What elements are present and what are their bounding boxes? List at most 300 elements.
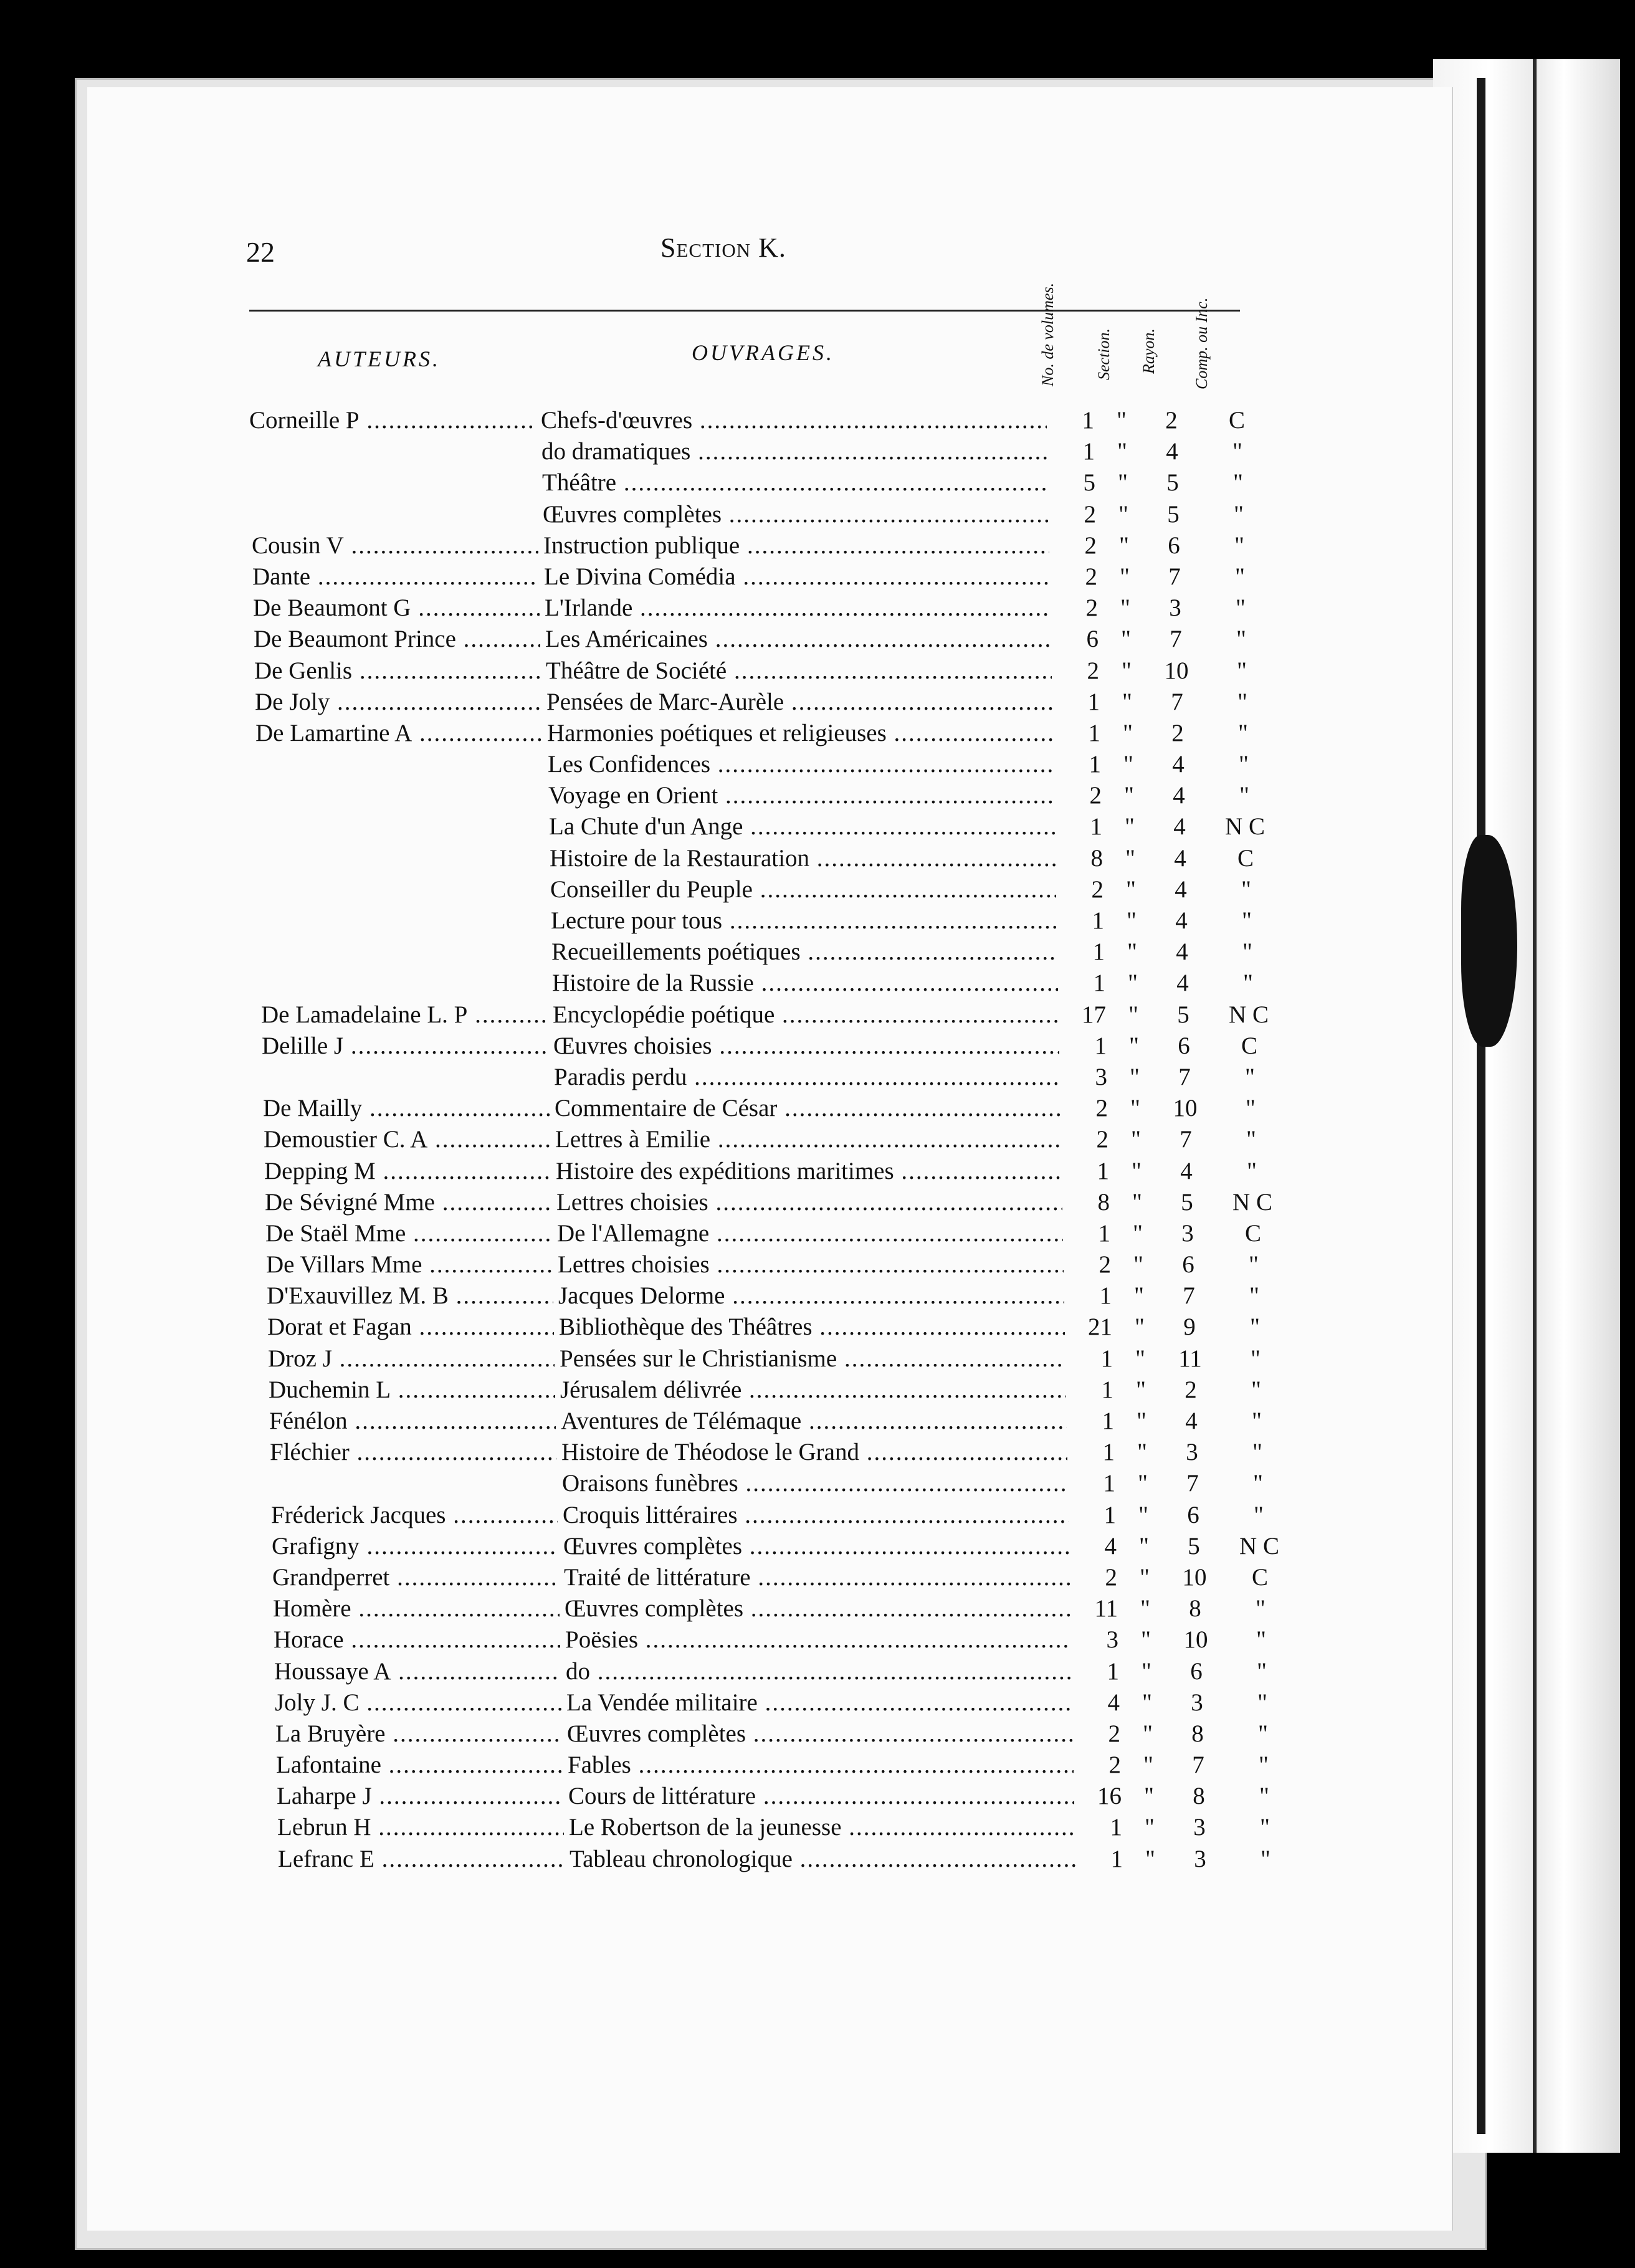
section-cell: " [1135, 1345, 1145, 1372]
section-cell: " [1134, 1282, 1144, 1310]
work-cell: Les Américaines ..... [545, 624, 1051, 655]
author-cell: Lebrun H ..... [277, 1812, 564, 1843]
work-cell: Bibliothèque des Théâtres ..... [559, 1312, 1065, 1343]
comp-cell: " [1247, 1157, 1257, 1184]
volumes-cell: 2 [1061, 1124, 1108, 1155]
author-cell: Cousin V ..... [252, 530, 538, 561]
table-row [257, 811, 1292, 842]
section-cell: " [1128, 1001, 1138, 1028]
section-cell: " [1128, 970, 1138, 997]
table-row [261, 999, 1295, 1031]
section-cell: " [1144, 1783, 1154, 1810]
author-cell: Joly J. C ..... [275, 1687, 561, 1718]
work-cell: Histoire de la Russie ..... [552, 968, 1058, 999]
author-cell: Homère ..... [273, 1593, 560, 1624]
work-cell: Traité de littérature ..... [564, 1562, 1070, 1593]
header-ouvrages: OUVRAGES. [692, 340, 834, 365]
section-cell: " [1143, 1751, 1153, 1779]
work-cell: Pensées sur le Christianisme ..... [560, 1343, 1065, 1375]
work-cell: Poësies ..... [565, 1624, 1071, 1656]
comp-cell: " [1242, 938, 1252, 966]
section-cell: " [1118, 500, 1128, 528]
volumes-cell: 1 [1054, 749, 1101, 780]
table-row [250, 467, 1285, 498]
volumes-cell: 1 [1053, 718, 1100, 749]
table-row [270, 1468, 1305, 1499]
work-cell: Harmonies poétiques et religieuses ..... [547, 718, 1053, 749]
work-cell-container [556, 1156, 1062, 1187]
volumes-cell: 2 [1073, 1718, 1120, 1750]
volumes-cell: 1 [1047, 436, 1095, 467]
author-cell: De Staël Mme ..... [265, 1218, 552, 1249]
section-cell: " [1127, 907, 1137, 934]
work-cell-container [551, 936, 1057, 968]
volumes-cell: 2 [1049, 499, 1096, 530]
work-cell-container [542, 467, 1048, 498]
author-cell: De Villars Mme ..... [266, 1249, 553, 1280]
rayon-cell: 4 [1176, 938, 1188, 966]
section-cell: " [1123, 719, 1133, 746]
table-row [271, 1500, 1305, 1531]
work-cell-container [564, 1562, 1070, 1593]
rayon-cell: 4 [1176, 970, 1189, 997]
volumes-cell: 2 [1049, 530, 1097, 561]
volumes-cell: 1 [1067, 1437, 1115, 1468]
author-cell: Fréderick Jacques ..... [271, 1500, 558, 1531]
comp-cell: " [1260, 1814, 1270, 1841]
rayon-cell: 3 [1193, 1814, 1206, 1841]
author-cell: De Genlis ..... [254, 655, 541, 687]
rayon-cell: 7 [1168, 563, 1181, 590]
rayon-cell: 10 [1183, 1626, 1208, 1654]
author-cell: De Sévigné Mme ..... [265, 1187, 551, 1218]
table-row [265, 1218, 1300, 1249]
work-cell-container [541, 405, 1047, 436]
work-cell-container [561, 1406, 1067, 1437]
volumes-cell: 1 [1064, 1280, 1112, 1312]
rayon-cell: 4 [1180, 1157, 1193, 1184]
work-cell: Recueillements poétiques ..... [551, 936, 1057, 968]
work-cell-container [546, 655, 1052, 687]
work-cell-container [543, 530, 1049, 561]
work-cell: De l'Allemagne ..... [557, 1218, 1063, 1249]
author-cell: Corneille P ..... [249, 405, 536, 436]
volumes-cell: 2 [1074, 1750, 1121, 1781]
author-cell: Laharpe J ..... [277, 1781, 563, 1812]
comp-cell: " [1251, 1345, 1261, 1372]
rayon-cell: 7 [1171, 688, 1183, 715]
comp-cell: " [1256, 1595, 1266, 1622]
work-cell: Chefs-d'œuvres ..... [541, 405, 1047, 436]
section-cell: " [1142, 1689, 1152, 1716]
section-cell: " [1133, 1219, 1143, 1247]
work-cell: do ..... [566, 1656, 1072, 1687]
table-row [255, 718, 1290, 749]
table-row [272, 1531, 1306, 1562]
table-row [267, 1280, 1301, 1312]
comp-cell: " [1241, 875, 1251, 903]
volumes-cell: 1 [1065, 1343, 1113, 1375]
author-cell: De Beaumont G ..... [253, 593, 540, 624]
work-cell-container [568, 1750, 1074, 1781]
comp-cell: N C [1229, 1001, 1269, 1028]
work-cell-container [555, 1124, 1061, 1155]
comp-cell: " [1242, 907, 1252, 934]
comp-cell: C [1251, 1563, 1268, 1591]
work-cell: Cours de littérature ..... [568, 1781, 1074, 1812]
section-cell: " [1125, 813, 1135, 841]
section-cell: " [1121, 626, 1131, 653]
comp-cell: " [1239, 751, 1249, 778]
table-row [250, 436, 1284, 467]
section-cell: " [1119, 531, 1129, 559]
comp-cell: C [1228, 407, 1245, 434]
table-row [272, 1562, 1307, 1593]
work-cell: Œuvres complètes ..... [563, 1531, 1069, 1562]
author-cell: Demoustier C. A ..... [264, 1124, 550, 1155]
work-cell-container [550, 843, 1056, 874]
rayon-cell: 3 [1181, 1219, 1194, 1247]
table-row [278, 1844, 1312, 1875]
rayon-cell: 10 [1182, 1563, 1207, 1591]
work-cell-container [556, 1187, 1062, 1218]
comp-cell: " [1251, 1376, 1261, 1403]
author-cell: D'Exauvillez M. B ..... [267, 1280, 553, 1312]
comp-cell: " [1249, 1282, 1259, 1310]
comp-cell: " [1252, 1439, 1262, 1466]
table-row [264, 1156, 1299, 1187]
work-cell: Instruction publique ..... [543, 530, 1049, 561]
volumes-cell: 3 [1071, 1624, 1118, 1656]
comp-cell: " [1246, 1095, 1256, 1122]
author-cell: Dorat et Fagan ..... [267, 1312, 554, 1343]
work-cell: Les Confidences ..... [548, 749, 1054, 780]
rayon-cell: 2 [1171, 719, 1184, 746]
section-cell: " [1124, 782, 1134, 809]
table-row [259, 874, 1293, 905]
volumes-cell: 8 [1056, 843, 1103, 874]
table-row [263, 1093, 1297, 1124]
rayon-cell: 3 [1186, 1439, 1198, 1466]
volumes-cell: 1 [1072, 1656, 1119, 1687]
binding-shadow [1477, 78, 1485, 2134]
volumes-cell: 2 [1050, 561, 1097, 593]
rayon-cell: 4 [1172, 751, 1185, 778]
work-cell: Œuvres complètes ..... [543, 499, 1049, 530]
volumes-cell: 1 [1075, 1812, 1122, 1843]
section-cell: " [1130, 1095, 1140, 1122]
section-cell: " [1140, 1595, 1150, 1622]
work-cell: Œuvres complètes ..... [567, 1718, 1073, 1750]
work-cell: Fables ..... [568, 1750, 1074, 1781]
section-cell: " [1132, 1188, 1142, 1216]
work-cell-container [553, 999, 1059, 1031]
work-cell: Histoire de la Restauration ..... [550, 843, 1056, 874]
section-cell: " [1131, 1126, 1141, 1153]
work-cell-container [565, 1624, 1071, 1656]
work-cell-container [553, 1031, 1059, 1062]
work-cell-container [567, 1718, 1073, 1750]
volumes-cell: 1 [1067, 1406, 1114, 1437]
comp-cell: " [1256, 1626, 1266, 1654]
volumes-cell: 21 [1065, 1312, 1112, 1343]
rayon-cell: 4 [1185, 1408, 1198, 1434]
section-cell: " [1139, 1532, 1149, 1560]
work-cell-container [541, 436, 1047, 467]
work-cell-container [558, 1249, 1064, 1280]
section-cell: " [1137, 1408, 1146, 1434]
rayon-cell: 8 [1193, 1783, 1205, 1810]
rayon-cell: 2 [1185, 1376, 1197, 1403]
work-cell: Paradis perdu ..... [554, 1062, 1060, 1093]
work-cell-container [566, 1687, 1072, 1718]
table-row [268, 1343, 1302, 1375]
volumes-cell: 1 [1047, 405, 1094, 436]
work-cell-container [562, 1468, 1068, 1499]
author-cell: De Beaumont Prince ..... [254, 624, 540, 655]
rayon-cell: 3 [1191, 1689, 1203, 1716]
section-cell: " [1117, 407, 1127, 434]
author-cell: De Lamadelaine L. P ..... [261, 999, 548, 1031]
author-cell: Delille J ..... [262, 1031, 548, 1062]
rayon-cell: 5 [1188, 1532, 1200, 1560]
page-number: 22 [246, 236, 275, 268]
work-cell-container [547, 718, 1053, 749]
work-cell: do dramatiques ..... [541, 436, 1047, 467]
work-cell: Oraisons funèbres ..... [562, 1468, 1068, 1499]
section-cell: " [1132, 1157, 1142, 1184]
rayon-cell: 7 [1180, 1126, 1192, 1153]
table-row [252, 561, 1287, 593]
rayon-cell: 7 [1183, 1282, 1195, 1310]
work-cell: Jacques Delorme ..... [558, 1280, 1064, 1312]
table-row [259, 905, 1294, 936]
table-row [270, 1437, 1304, 1468]
volumes-cell: 1 [1063, 1218, 1110, 1249]
header-volumes: No. de volumes. [1039, 282, 1057, 386]
section-cell: " [1133, 1251, 1143, 1279]
rayon-cell: 10 [1164, 657, 1189, 684]
rayon-cell: 8 [1189, 1595, 1201, 1622]
volumes-cell: 2 [1070, 1562, 1117, 1593]
volumes-cell: 11 [1070, 1593, 1118, 1624]
section-cell: " [1129, 1032, 1139, 1059]
table-row [252, 530, 1286, 561]
section-cell: " [1145, 1814, 1155, 1841]
rayon-cell: 6 [1190, 1657, 1203, 1685]
comp-cell: N C [1232, 1188, 1272, 1216]
rayon-cell: 7 [1192, 1751, 1204, 1779]
table-row [253, 593, 1287, 624]
work-cell: Lettres choisies ..... [556, 1187, 1062, 1218]
section-cell: " [1138, 1501, 1148, 1528]
volumes-cell: 1 [1069, 1500, 1116, 1531]
table-row [262, 1062, 1297, 1093]
volumes-cell: 1 [1058, 968, 1105, 999]
table-row [254, 655, 1289, 687]
page-edge-line [1533, 59, 1537, 2153]
rayon-cell: 3 [1194, 1845, 1206, 1872]
table-row [260, 968, 1295, 999]
catalog-table [249, 405, 1284, 1875]
section-cell: " [1122, 688, 1132, 715]
comp-cell: " [1232, 438, 1242, 465]
work-cell-container [561, 1437, 1067, 1468]
rayon-cell: 4 [1174, 844, 1186, 872]
volumes-cell: 2 [1051, 593, 1098, 624]
author-cell: Droz J ..... [268, 1343, 555, 1375]
rayon-cell: 5 [1181, 1188, 1193, 1216]
volumes-cell: 2 [1064, 1249, 1111, 1280]
section-cell: " [1143, 1720, 1153, 1747]
table-row [267, 1312, 1302, 1343]
table-row [269, 1375, 1303, 1406]
work-cell-container [566, 1656, 1072, 1687]
author-cell: Grafigny ..... [272, 1531, 558, 1562]
section-cell: " [1117, 438, 1127, 465]
work-cell-container [555, 1093, 1061, 1124]
comp-cell: " [1245, 1063, 1255, 1090]
table-row [264, 1124, 1298, 1155]
comp-cell: " [1254, 1501, 1264, 1528]
volumes-cell: 1 [1057, 936, 1105, 968]
comp-cell: " [1249, 1251, 1259, 1279]
comp-cell: " [1234, 500, 1244, 528]
work-cell: La Chute d'un Ange ..... [549, 811, 1055, 842]
section-cell: " [1120, 563, 1130, 590]
comp-cell: C [1244, 1219, 1261, 1247]
section-cell: " [1130, 1063, 1140, 1090]
work-cell: Pensées de Marc-Aurèle ..... [546, 687, 1052, 718]
rayon-cell: 4 [1173, 782, 1185, 809]
volumes-cell: 4 [1069, 1531, 1117, 1562]
author-cell: Fléchier ..... [270, 1437, 556, 1468]
section-cell: " [1123, 751, 1133, 778]
volumes-cell: 4 [1072, 1687, 1120, 1718]
work-cell-container [565, 1593, 1070, 1624]
rayon-cell: 6 [1168, 531, 1180, 559]
header-rule [249, 310, 1240, 312]
volumes-cell: 2 [1056, 874, 1104, 905]
header-auteurs: AUTEURS. [318, 346, 441, 371]
volumes-cell: 1 [1075, 1844, 1123, 1875]
rayon-cell: 2 [1165, 407, 1178, 434]
work-cell-container [560, 1343, 1065, 1375]
work-cell-container [549, 811, 1055, 842]
comp-cell: " [1257, 1689, 1267, 1716]
work-cell-container [548, 749, 1054, 780]
table-row [273, 1593, 1307, 1624]
header-section: Section. [1095, 328, 1113, 380]
section-cell: " [1140, 1563, 1150, 1591]
adjacent-pages-edge [1433, 59, 1620, 2153]
table-row [262, 1031, 1296, 1062]
volumes-cell: 16 [1074, 1781, 1122, 1812]
volumes-cell: 3 [1060, 1062, 1107, 1093]
author-cell: La Bruyère ..... [275, 1718, 562, 1750]
table-row [258, 843, 1292, 874]
author-cell: Grandperret ..... [272, 1562, 559, 1593]
section-cell: " [1118, 469, 1128, 497]
table-row [257, 780, 1291, 811]
comp-cell: " [1233, 469, 1243, 497]
author-cell: Lefranc E ..... [278, 1844, 565, 1875]
volumes-cell: 1 [1055, 811, 1102, 842]
comp-cell: " [1258, 1720, 1268, 1747]
volumes-cell: 6 [1051, 624, 1099, 655]
rayon-cell: 4 [1175, 907, 1188, 934]
comp-cell: " [1261, 1845, 1270, 1872]
table-row [254, 624, 1288, 655]
work-cell-container [550, 874, 1056, 905]
work-cell-container [569, 1812, 1075, 1843]
work-cell: L'Irlande ..... [545, 593, 1051, 624]
work-cell: Lettres choisies ..... [558, 1249, 1064, 1280]
table-row [274, 1624, 1308, 1656]
work-cell: Théâtre ..... [542, 467, 1048, 498]
section-cell: " [1127, 938, 1137, 966]
work-cell: Croquis littéraires ..... [563, 1500, 1069, 1531]
volumes-cell: 1 [1062, 1156, 1109, 1187]
work-cell-container [545, 624, 1051, 655]
work-cell-container [551, 905, 1057, 936]
volumes-cell: 1 [1057, 905, 1104, 936]
comp-cell: " [1259, 1751, 1269, 1779]
section-cell: " [1141, 1626, 1151, 1654]
section-cell: " [1142, 1657, 1151, 1685]
rayon-cell: 6 [1187, 1501, 1199, 1528]
table-row [275, 1687, 1309, 1718]
work-cell-container [568, 1781, 1074, 1812]
work-cell: Histoire de Théodose le Grand ..... [561, 1437, 1067, 1468]
work-cell: Lettres à Emilie ..... [555, 1124, 1061, 1155]
work-cell: Commentaire de César ..... [555, 1093, 1061, 1124]
table-row [249, 405, 1284, 436]
work-cell: Lecture pour tous ..... [551, 905, 1057, 936]
rayon-cell: 5 [1177, 1001, 1189, 1028]
header-comp: Comp. ou Inc. [1193, 297, 1211, 389]
volumes-cell: 5 [1048, 467, 1095, 498]
section-cell: " [1136, 1376, 1146, 1403]
work-cell-container [548, 780, 1054, 811]
header-rayon: Rayon. [1140, 328, 1158, 374]
comp-cell: " [1234, 531, 1244, 559]
comp-cell: N C [1239, 1532, 1279, 1560]
table-row [265, 1187, 1299, 1218]
author-cell: Horace ..... [274, 1624, 560, 1656]
work-cell-container [552, 968, 1058, 999]
section-cell: " [1138, 1470, 1148, 1497]
work-cell: Le Robertson de la jeunesse ..... [569, 1812, 1075, 1843]
table-row [260, 936, 1294, 968]
author-cell: Depping M ..... [264, 1156, 551, 1187]
work-cell-container [559, 1312, 1065, 1343]
author-cell: Fénélon ..... [269, 1406, 556, 1437]
comp-cell: " [1252, 1408, 1262, 1434]
rayon-cell: 7 [1186, 1470, 1199, 1497]
work-cell: Le Divina Comédia ..... [544, 561, 1050, 593]
section-cell: " [1126, 875, 1136, 903]
section-title: Section K. [660, 232, 786, 263]
table-row [251, 499, 1285, 530]
work-cell: Tableau chronologique ..... [570, 1844, 1075, 1875]
table-row [277, 1812, 1312, 1843]
comp-cell: " [1235, 563, 1245, 590]
section-cell: " [1135, 1313, 1145, 1341]
comp-cell: " [1236, 626, 1246, 653]
rayon-cell: 4 [1173, 813, 1186, 841]
rayon-cell: 6 [1182, 1251, 1194, 1279]
